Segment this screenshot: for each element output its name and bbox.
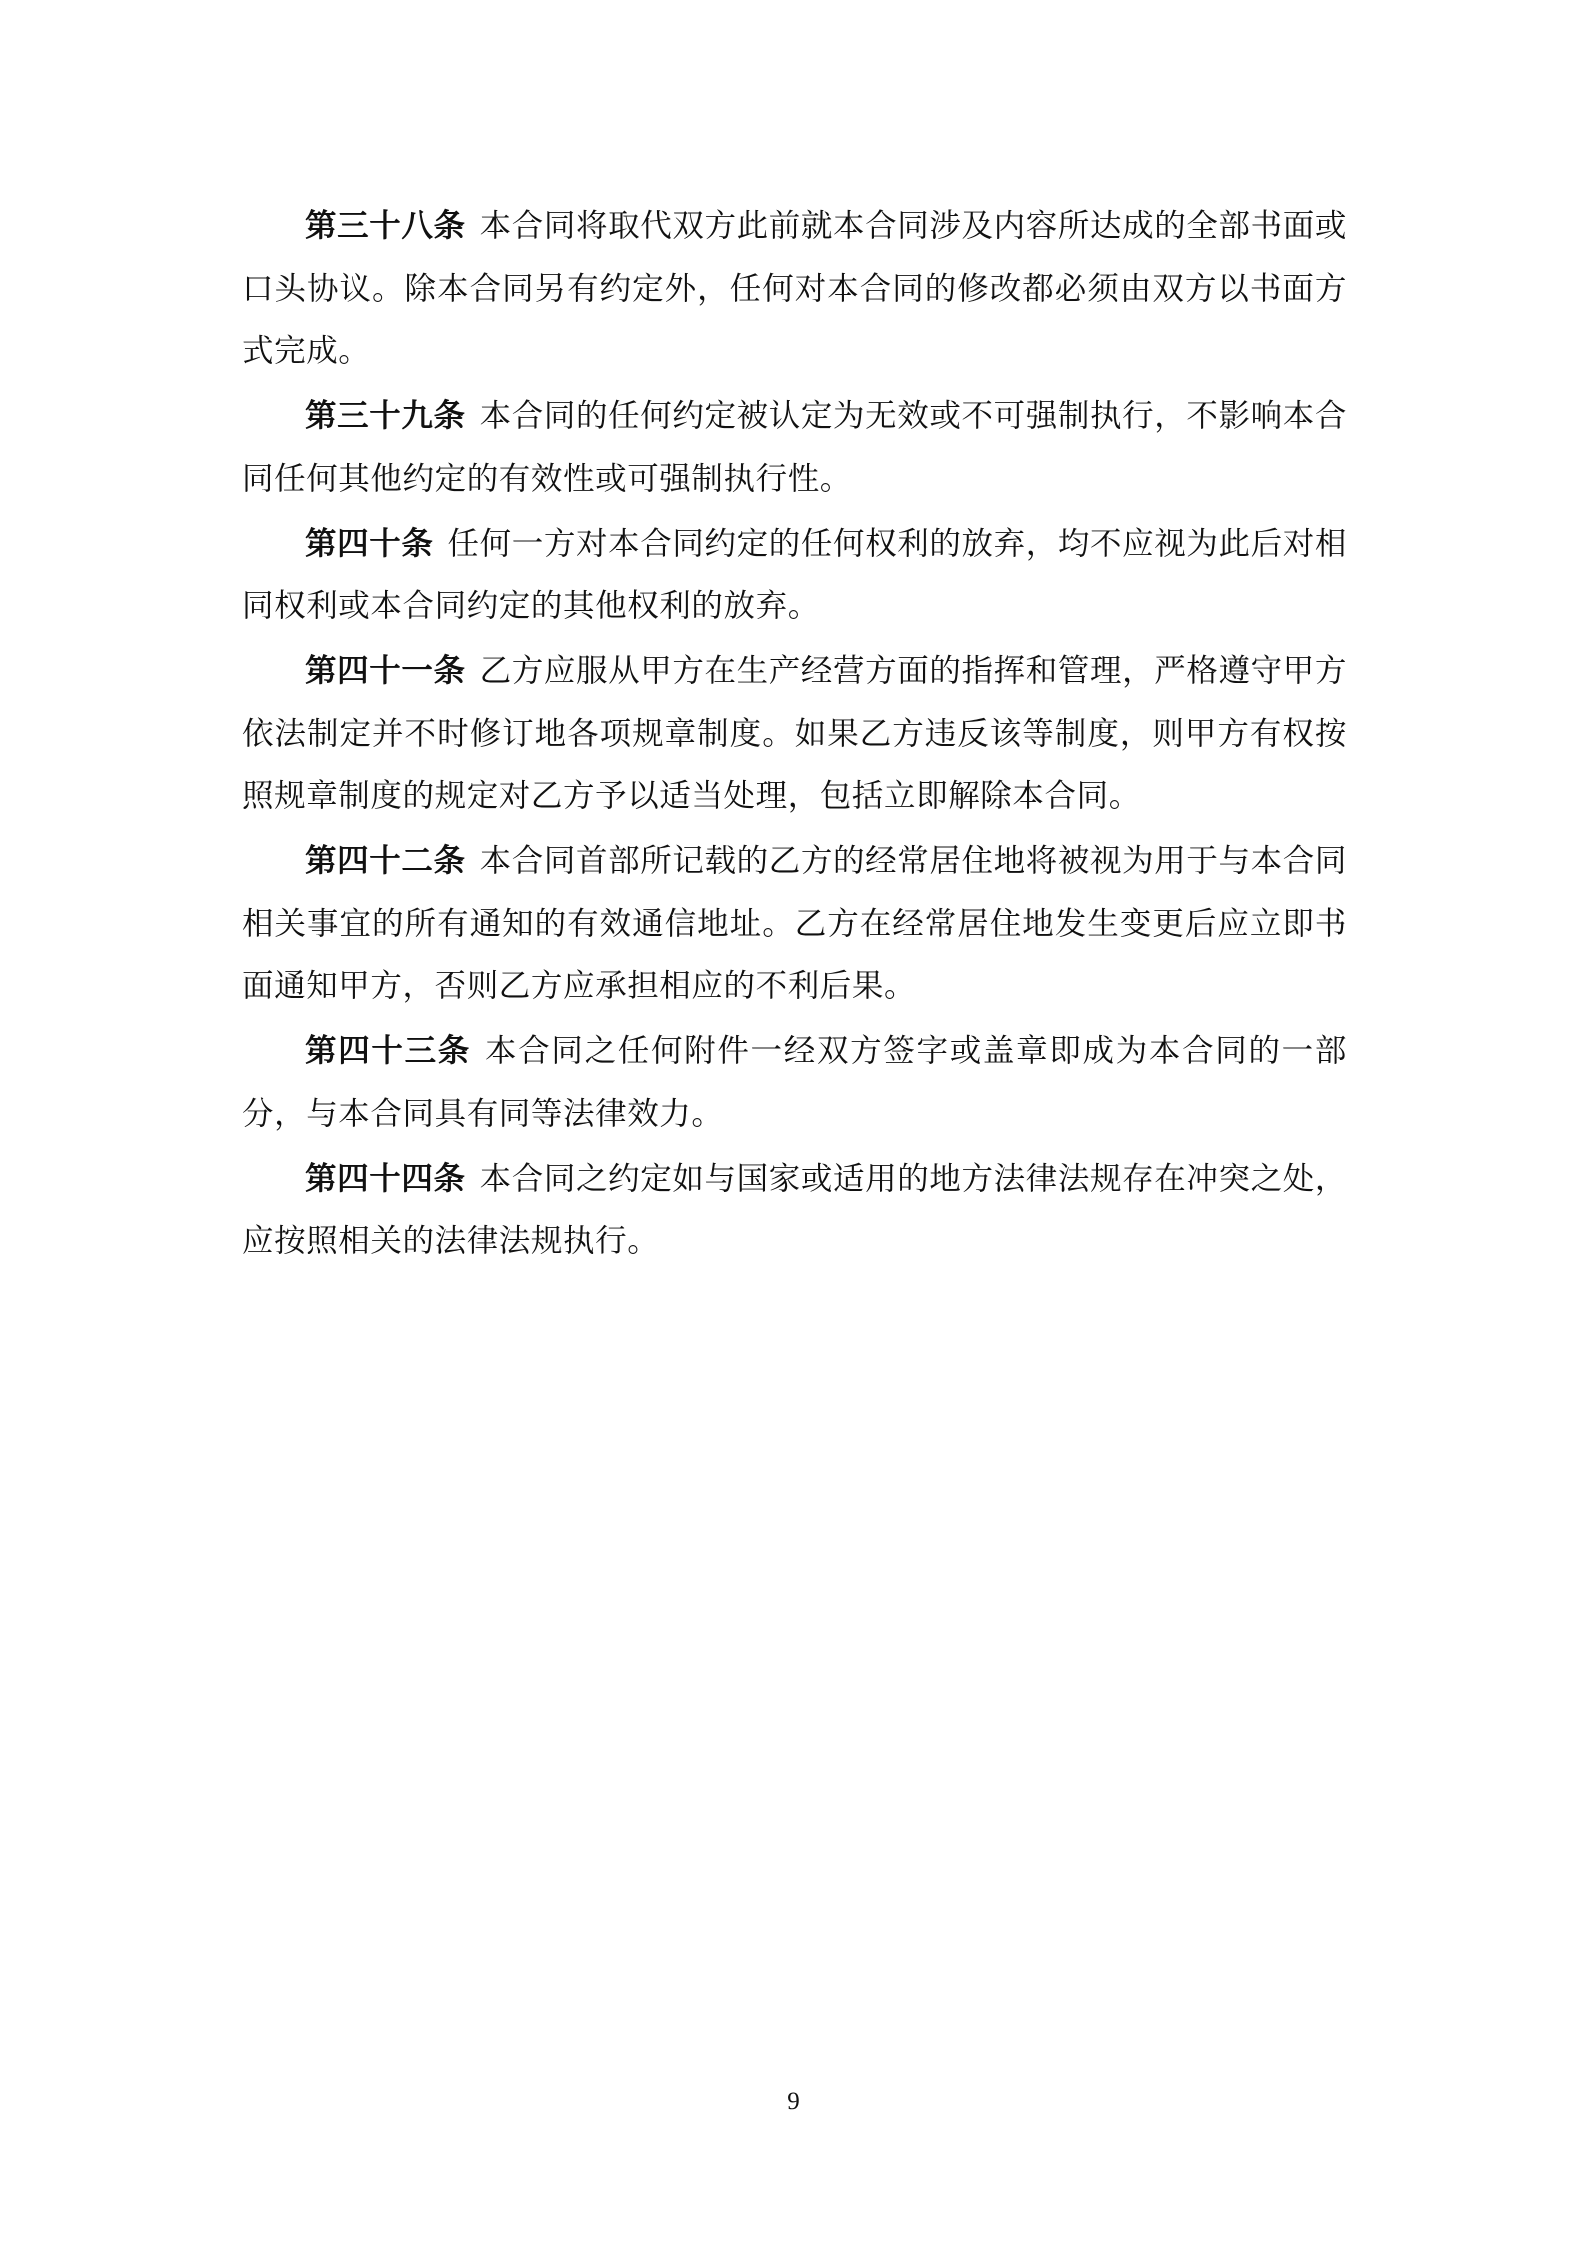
article-42 bbox=[242, 830, 1347, 1018]
article-number: 第四十三条 bbox=[305, 1032, 471, 1069]
article-number: 第四十条 bbox=[305, 524, 434, 562]
article-text: 本合同之任何附件一经双方签字或盖章即成为本合同的一部分，与本合同具有同等法律效力。 bbox=[242, 1033, 1347, 1132]
article-number: 第四十四条 bbox=[305, 1159, 466, 1197]
article-43 bbox=[242, 1020, 1347, 1145]
article-text: 乙方应服从甲方在生产经营方面的指挥和管理，严格遵守甲方依法制定并不时修订地各项规章制度。如果乙方违反该等制度，则甲方有权按照规章制度的规定对乙方予以适当处理，包括立即解除本合同。 bbox=[242, 653, 1347, 814]
article-39 bbox=[242, 385, 1347, 510]
article-number: 第三十九条 bbox=[305, 397, 466, 434]
article-text: 本合同首部所记载的乙方的经常居住地将被视为用于与本合同相关事宜的所有通知的有效通信地址。乙方在经常居住地发生变更后应立即书面通知甲方，否则乙方应承担相应的不利后果。 bbox=[242, 843, 1347, 1004]
article-38 bbox=[242, 195, 1347, 383]
article-text: 本合同的任何约定被认定为无效或不可强制执行，不影响本合同任何其他约定的有效性或可强制执行性。 bbox=[242, 398, 1347, 497]
article-44 bbox=[242, 1148, 1347, 1273]
article-text: 任何一方对本合同约定的任何权利的放弃，均不应视为此后对相同权利或本合同约定的其他权利的放弃。 bbox=[242, 525, 1347, 624]
article-41 bbox=[242, 640, 1347, 828]
contract-body bbox=[242, 195, 1347, 1275]
article-text: 本合同之约定如与国家或适用的地方法律法规存在冲突之处，应按照相关的法律法规执行。 bbox=[242, 1160, 1347, 1259]
page-number: 9 bbox=[787, 2088, 800, 2115]
article-number: 第四十二条 bbox=[305, 842, 466, 879]
article-number: 第三十八条 bbox=[305, 207, 466, 244]
article-40 bbox=[242, 513, 1347, 638]
article-text: 本合同将取代双方此前就本合同涉及内容所达成的全部书面或口头协议。除本合同另有约定外，任何对本合同的修改都必须由双方以书面方式完成。 bbox=[242, 208, 1347, 369]
article-number: 第四十一条 bbox=[305, 652, 466, 689]
